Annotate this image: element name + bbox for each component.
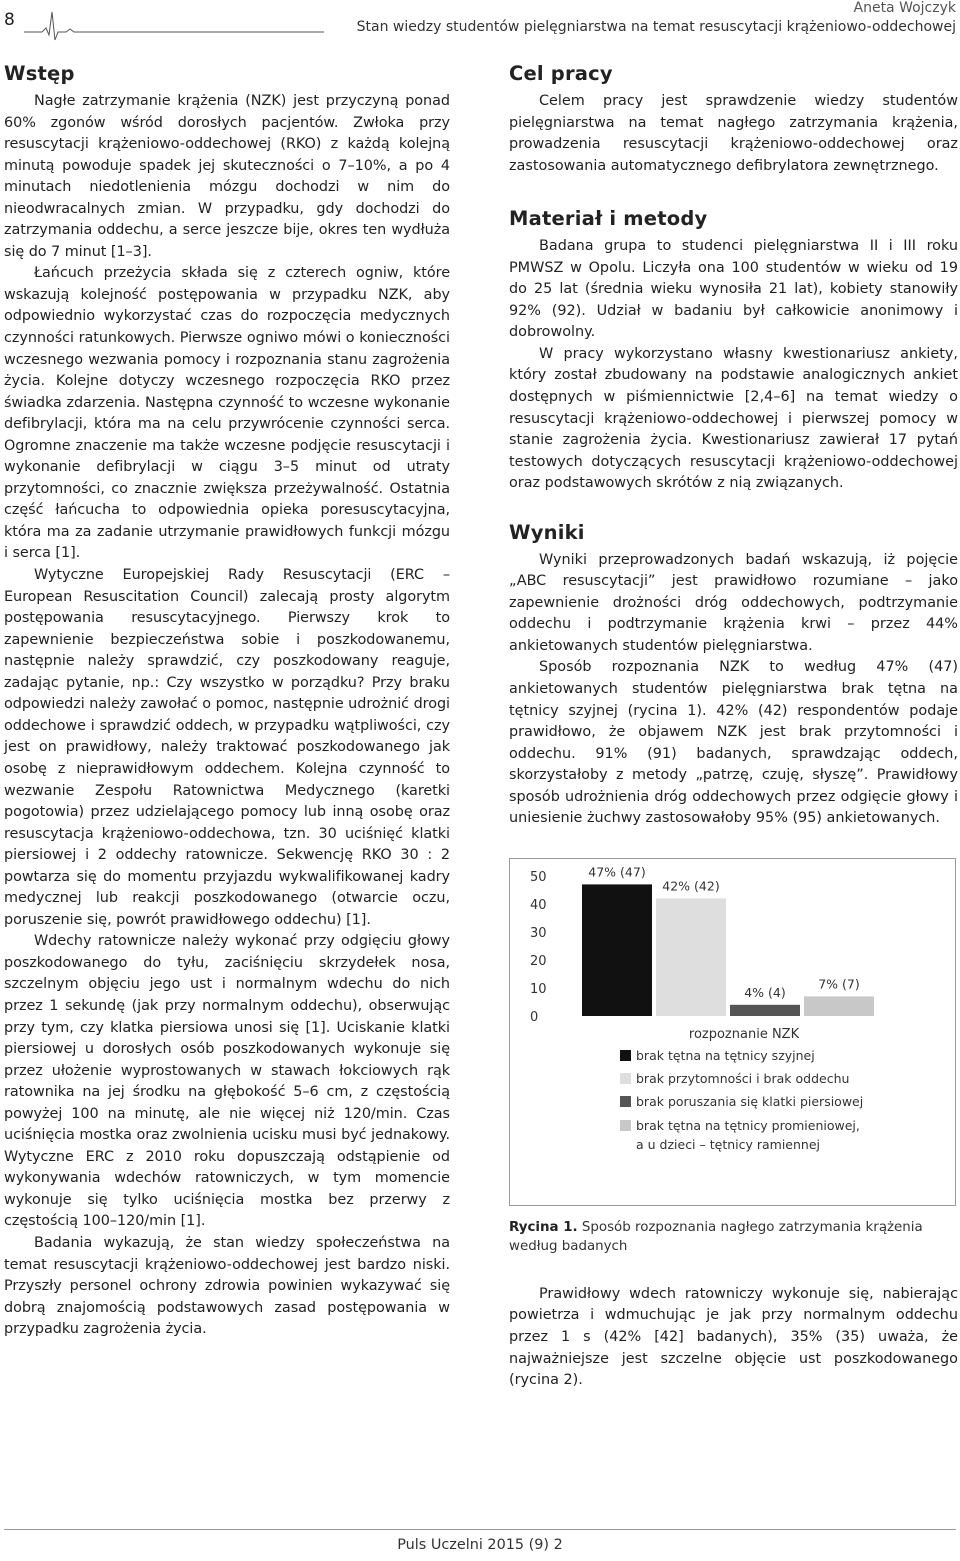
left-column bbox=[4, 62, 450, 1341]
y-tick-label: 10 bbox=[530, 981, 547, 997]
methods-paragraph: W pracy wykorzystano własny kwestionariusz ankiety, który został zbudowany na podstawie analogicznych ankiet dostępnych w piśmiennictwie [2,4–6] na temat wiedzy o resuscytacji krążeniowo-oddechowej i pierwszej pomocy w stanie zagrożenia życia. Kwestionariusz zawierał 17 pytań testowych dotyczących resuscytacji krążeniowo-oddechowej oraz podstawowych skrótów z nią związanych. bbox=[509, 345, 958, 492]
intro-paragraph: Wytyczne Europejskiej Rady Resuscytacji (ERC – European Resuscitation Council) zalecają prosty algorytm postępowania resuscytacyjnego. Pierwszy krok to zapewnienie bezpieczeństwa sobie i poszkodowanemu, następnie należy sprawdzić, czy poszkodowany reaguje, zadając pytanie, np.: Czy wszystko w porządku? Przy braku odpowiedzi należy zawołać o pomoc, następnie udrożnić drogi oddechowe i sprawdzić oddech, w przypadku wątpliwości, czy jest on prawidłowy, należy traktować poszkodowanego jak osobę z nieprawidłowym oddechem. Kolejna czynność to wezwanie Zespołu Ratownictwa Medycznego (karetki pogotowia) przez udzielającego pomocy lub inną osobę oraz resuscytacja krążeniowo-oddechowa, tzn. 30 uciśnięć klatki piersiowej i 2 oddechy ratownicze. Sekwencję RKO 30 : 2 powtarza się do momentu przyjazdu wykwalifikowanej kadry medycznej lub reakcji poszkodowanego (otwarcie oczu, poruszenie się, powrót prawidłowego oddechu) [1]. bbox=[4, 567, 450, 928]
y-tick-label: 20 bbox=[530, 953, 547, 969]
intro-paragraph: Badania wykazują, że stan wiedzy społeczeństwa na temat resuscytacji krążeniowo-oddechowej jest bardzo niski. Przyszły personel ochrony zdrowia powinien wykazywać się dobrą znajomością podstawowych zasad postępowania w przypadku zagrożenia życia. bbox=[4, 1234, 450, 1338]
legend-swatch bbox=[620, 1073, 631, 1084]
bar-chart bbox=[510, 859, 955, 1205]
footer-text: Puls Uczelni 2015 (9) 2 bbox=[397, 1537, 563, 1553]
y-tick-label: 0 bbox=[530, 1009, 539, 1025]
legend-label: brak poruszania się klatki piersiowej bbox=[636, 1093, 864, 1109]
caption-label: Rycina 1. bbox=[509, 1219, 578, 1235]
x-axis-label: rozpoznanie NZK bbox=[688, 1026, 800, 1042]
results-heading: Wyniki bbox=[509, 520, 585, 544]
legend-swatch bbox=[620, 1120, 631, 1131]
aim-paragraph: Celem pracy jest sprawdzenie wiedzy studentów pielęgniarstwa na temat nagłego zatrzymania krążenia, prowadzenia resuscytacji krążeniowo-oddechowej oraz zastosowania automatycznego defibrylatora zewnętrznego. bbox=[509, 93, 958, 174]
y-tick-label: 30 bbox=[530, 925, 547, 941]
figure-1-chart bbox=[509, 858, 956, 1206]
intro-paragraph: Wdechy ratownicze należy wykonać przy odgięciu głowy poszkodowanego do tyłu, zaciśnięciu skrzydełek nosa, szczelnym objęciu jego ust i normalnym wdechu do nich przez 1 sekundę (jak przy normalnym oddechu), obserwując przy tym, czy klatka piersiowa unosi się [1]. Uciskanie klatki piersiowej u dorosłych osób poszkodowanych wykonuje się przez ułożenie wyprostowanych w stawach łokciowych rąk ratownika na jej środku na głębokość 5–6 cm, z częstością powyżej 100 na minutę, ale nie więcej niż 120/min. Czas uciśnięcia mostka oraz zwolnienia ucisku musi być jednakowy. Wytyczne ERC z 2010 roku dopuszczają odstąpienie od wykonywania wdechów ratowniczych, w tym momencie wykonuje się tylko uciśnięcia mostka bez przerwy z częstością 100–120/min [1]. bbox=[4, 933, 450, 1230]
results-paragraph: Sposób rozpoznania NZK to według 47% (47) ankietowanych studentów pielęgniarstwa brak tętna na tętnicy szyjnej (rycina 1). 42% (42) respondentów podaje prawidłowo, że objawem NZK jest brak przytomności i oddechu. 91% (91) badanych, sprawdzając oddech, skorzystałoby z metody „patrzę, czuję, słyszę”. Prawidłowy sposób udrożnienia dróg oddechowych przez odgięcie głowy i uniesienie żuchwy zastosowałoby 95% (95) ankietowanych. bbox=[509, 659, 958, 827]
data-label: 4% (4) bbox=[744, 984, 786, 1000]
methods-paragraph: Badana grupa to studenci pielęgniarstwa II i III roku PMWSZ w Opolu. Liczyła ona 100 studentów w wieku od 19 do 25 lat (średnia wieku wynosiła 21 lat), kobiety stanowiły 92% (92). Udział w badaniu był całkowicie anonimowy i dobrowolny. bbox=[509, 238, 958, 341]
data-label: 47% (47) bbox=[588, 864, 646, 880]
bar bbox=[582, 884, 652, 1016]
data-label: 42% (42) bbox=[662, 878, 720, 894]
page-number: 8 bbox=[4, 10, 15, 30]
results-paragraph: Wyniki przeprowadzonych badań wskazują, iż pojęcie „ABC resuscytacji” jest prawidłowo rozumiane – jako zapewnienie drożności dróg oddechowych, podtrzymanie oddechu i podtrzymanie krążenia krwi – przez 44% ankietowanych studentów pielęgniarstwa. bbox=[509, 551, 958, 654]
bar bbox=[730, 1005, 800, 1016]
caption-text: Sposób rozpoznania nagłego zatrzymania krążenia według badanych bbox=[509, 1219, 923, 1254]
data-label: 7% (7) bbox=[818, 976, 860, 992]
legend-label: brak przytomności i brak oddechu bbox=[636, 1070, 850, 1086]
bar bbox=[656, 898, 726, 1016]
aim-heading: Cel pracy bbox=[509, 62, 613, 85]
legend-label: brak tętna na tętnicy promieniowej, a u dzieci – tętnicy ramiennej bbox=[636, 1117, 860, 1152]
footer-divider bbox=[4, 1529, 956, 1530]
intro-heading: Wstęp bbox=[4, 62, 75, 85]
right-column bbox=[509, 62, 958, 1392]
legend-swatch bbox=[620, 1096, 631, 1107]
y-tick-label: 50 bbox=[530, 869, 547, 885]
ecg-line-icon bbox=[24, 4, 324, 44]
y-tick-label: 40 bbox=[530, 897, 547, 913]
legend-label: brak tętna na tętnicy szyjnej bbox=[636, 1047, 815, 1063]
intro-paragraph: Nagłe zatrzymanie krążenia (NZK) jest przyczyną ponad 60% zgonów wśród dorosłych pacjentów. Zwłoka przy resuscytacji krążeniowo-oddechowej (RKO) z każdą kolejną minutą powoduje spadek jej skuteczności o 7–10%, a po 4 minutach niedotlenienia mózgu dochodzi w nim do nieodwracalnych zmian. W przypadku, gdy dochodzi do zatrzymania oddechu, a serce jeszcze bije, okres ten wydłuża się do 7 minut [1–3]. bbox=[4, 93, 450, 260]
figure-caption bbox=[509, 1218, 958, 1256]
results-paragraph: Prawidłowy wdech ratowniczy wykonuje się, nabierając powietrza i wdmuchując je jak przy normalnym oddechu przez 1 s (42% [42] badanych), 35% (35) uważa, że najważniejsze jest szczelne objęcie ust poszkodowanego (rycina 2). bbox=[509, 1285, 958, 1389]
running-title: Stan wiedzy studentów pielęgniarstwa na temat resuscytacji krążeniowo-oddechowej bbox=[356, 19, 956, 35]
bar bbox=[804, 996, 874, 1016]
header-author: Aneta Wojczyk bbox=[853, 0, 956, 16]
methods-heading: Materiał i metody bbox=[509, 207, 708, 231]
legend-swatch bbox=[620, 1050, 631, 1061]
intro-paragraph: Łańcuch przeżycia składa się z czterech ogniw, które wskazują kolejność postępowania w przypadku NZK, aby odpowiednio wykorzystać czas do rozpoczęcia medycznych czynności ratunkowych. Pierwsze ogniwo mówi o konieczności wczesnego wezwania pomocy i rozpoznania stanu zagrożenia życia. Kolejne dotyczy wczesnego rozpoczęcia RKO przez świadka zdarzenia. Następna czynność to wczesne wykonanie defibrylacji, która ma na celu przywrócenie czynności serca. Ogromne znaczenie ma także wczesne podjęcie resuscytacji i wykonanie defibrylacji w ciągu 3–5 minut od utraty przytomności, co znacznie zwiększa przeżywalność. Ostatnia część łańcucha to odpowiednia opieka poresuscytacyjna, która ma za zadanie utrzymanie prawidłowych funkcji mózgu i serca [1]. bbox=[4, 265, 450, 562]
